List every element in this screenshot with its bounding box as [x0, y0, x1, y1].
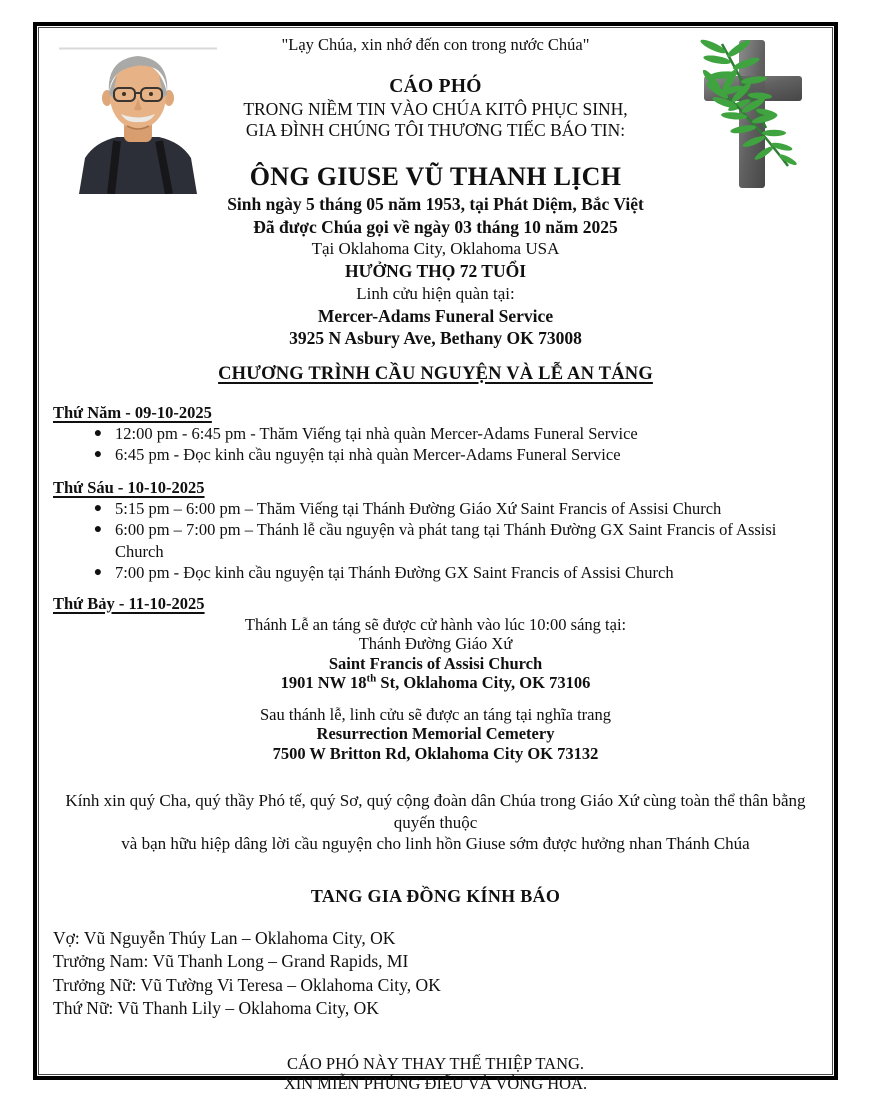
schedule-item-text: 6:45 pm - Đọc kinh cầu nguyện tại nhà quàn Mercer-Adams Funeral Service: [115, 445, 621, 464]
prayer-appeal: [53, 790, 818, 855]
day-heading-friday: Thứ Sáu - 10-10-2025: [53, 477, 205, 497]
schedule-item: [81, 423, 818, 445]
family-section-heading: TANG GIA ĐỒNG KÍNH BÁO: [310, 885, 561, 906]
death-place-line: Tại Oklahoma City, Oklahoma USA: [311, 239, 560, 258]
schedule-item: [81, 519, 818, 562]
announcement-subtitle-2: GIA ĐÌNH CHÚNG TÔI THƯƠNG TIẾC BÁO TIN:: [245, 120, 626, 140]
cemetery-address: 7500 W Britton Rd, Oklahoma City OK 73132: [272, 743, 599, 763]
schedule-item: [81, 498, 818, 520]
funeral-home-address: 3925 N Asbury Ave, Bethany OK 73008: [289, 328, 582, 348]
schedule-item-text: 6:00 pm – 7:00 pm – Thánh lễ cầu nguyện và phát tang tại Thánh Đường GX Saint Francis of Assisi Church: [115, 520, 777, 561]
bullet-marker: ●: [93, 447, 103, 462]
program-heading: CHƯƠNG TRÌNH CẦU NGUYỆN VÀ LỄ AN TÁNG: [218, 363, 653, 384]
prayer-appeal-line1: Kính xin quý Cha, quý thầy Phó tế, quý Sơ, quý cộng đoàn dân Chúa trong Giáo Xứ cùng toàn thể thân bằng quyến thuộc: [65, 791, 806, 832]
schedule-item: [81, 444, 818, 466]
address-part: 1901 NW 18: [280, 673, 367, 692]
family-member-wife: Vợ: Vũ Nguyễn Thúy Lan – Oklahoma City, OK: [53, 927, 396, 948]
footer-note-line2: XIN MIỄN PHÚNG ĐIẾU VÀ VÒNG HOA.: [283, 1073, 588, 1093]
family-member-eldest-daughter: Trưởng Nữ: Vũ Tường Vi Teresa – Oklahoma City, OK: [53, 974, 441, 995]
age-line: HƯỞNG THỌ 72 TUỔI: [344, 261, 527, 281]
schedule-item-text: 7:00 pm - Đọc kinh cầu nguyện tại Thánh Đường GX Saint Francis of Assisi Church: [115, 563, 674, 582]
document-body: [37, 26, 834, 1093]
schedule-item: [81, 562, 818, 584]
opening-quote: "Lạy Chúa, xin nhớ đến con trong nước Chúa": [281, 35, 590, 54]
funeral-mass-venue-en: Saint Francis of Assisi Church: [328, 653, 543, 673]
announcement-subtitle-1: TRONG NIỀM TIN VÀO CHÚA KITÔ PHỤC SINH,: [243, 99, 628, 119]
prayer-appeal-line2: và bạn hữu hiệp dâng lời cầu nguyện cho linh hồn Giuse sớm được hưởng nhan Thánh Chúa: [121, 834, 750, 853]
address-ordinal-suffix: th: [366, 672, 377, 685]
footer-note-line1: CÁO PHÓ NÀY THAY THẾ THIỆP TANG.: [286, 1053, 585, 1073]
burial-intro: Sau thánh lễ, linh cửu sẽ được an táng tại nghĩa trang: [259, 704, 612, 724]
repose-intro: Linh cửu hiện quàn tại:: [356, 283, 515, 303]
funeral-mass-address: [53, 673, 818, 693]
day-heading-thursday: Thứ Năm - 09-10-2025: [53, 402, 212, 422]
bullet-marker: ●: [93, 425, 103, 441]
birth-line: Sinh ngày 5 tháng 05 năm 1953, tại Phát Diệm, Bắc Việt: [227, 194, 644, 214]
address-part: St, Oklahoma City, OK 73106: [376, 673, 591, 692]
schedule-item-text: 12:00 pm - 6:45 pm - Thăm Viếng tại nhà quàn Mercer-Adams Funeral Service: [115, 423, 638, 443]
funeral-mass-intro: Thánh Lễ an táng sẽ được cử hành vào lúc 10:00 sáng tại:: [244, 614, 627, 634]
bullet-marker: ●: [93, 500, 103, 516]
bullet-marker: ●: [93, 522, 103, 537]
funeral-mass-venue-vn: Thánh Đường Giáo Xứ: [358, 634, 513, 653]
page-border-frame: [33, 22, 838, 1093]
family-member-second-daughter: Thứ Nữ: Vũ Thanh Lily – Oklahoma City, OK: [53, 998, 379, 1018]
death-line: Đã được Chúa gọi về ngày 03 tháng 10 năm 2025: [253, 216, 618, 237]
deceased-name: ÔNG GIUSE VŨ THANH LỊCH: [249, 162, 622, 191]
cemetery-name: Resurrection Memorial Cemetery: [316, 724, 555, 743]
schedule-item-text: 5:15 pm – 6:00 pm – Thăm Viếng tại Thánh Đường Giáo Xứ Saint Francis of Assisi Church: [115, 498, 722, 518]
bullet-marker: ●: [93, 565, 103, 580]
day-heading-saturday: Thứ Bảy - 11-10-2025: [53, 593, 205, 613]
family-member-eldest-son: Trưởng Nam: Vũ Thanh Long – Grand Rapids, MI: [53, 951, 409, 971]
funeral-home-name: Mercer-Adams Funeral Service: [317, 305, 554, 326]
announcement-title: CÁO PHÓ: [389, 76, 482, 97]
